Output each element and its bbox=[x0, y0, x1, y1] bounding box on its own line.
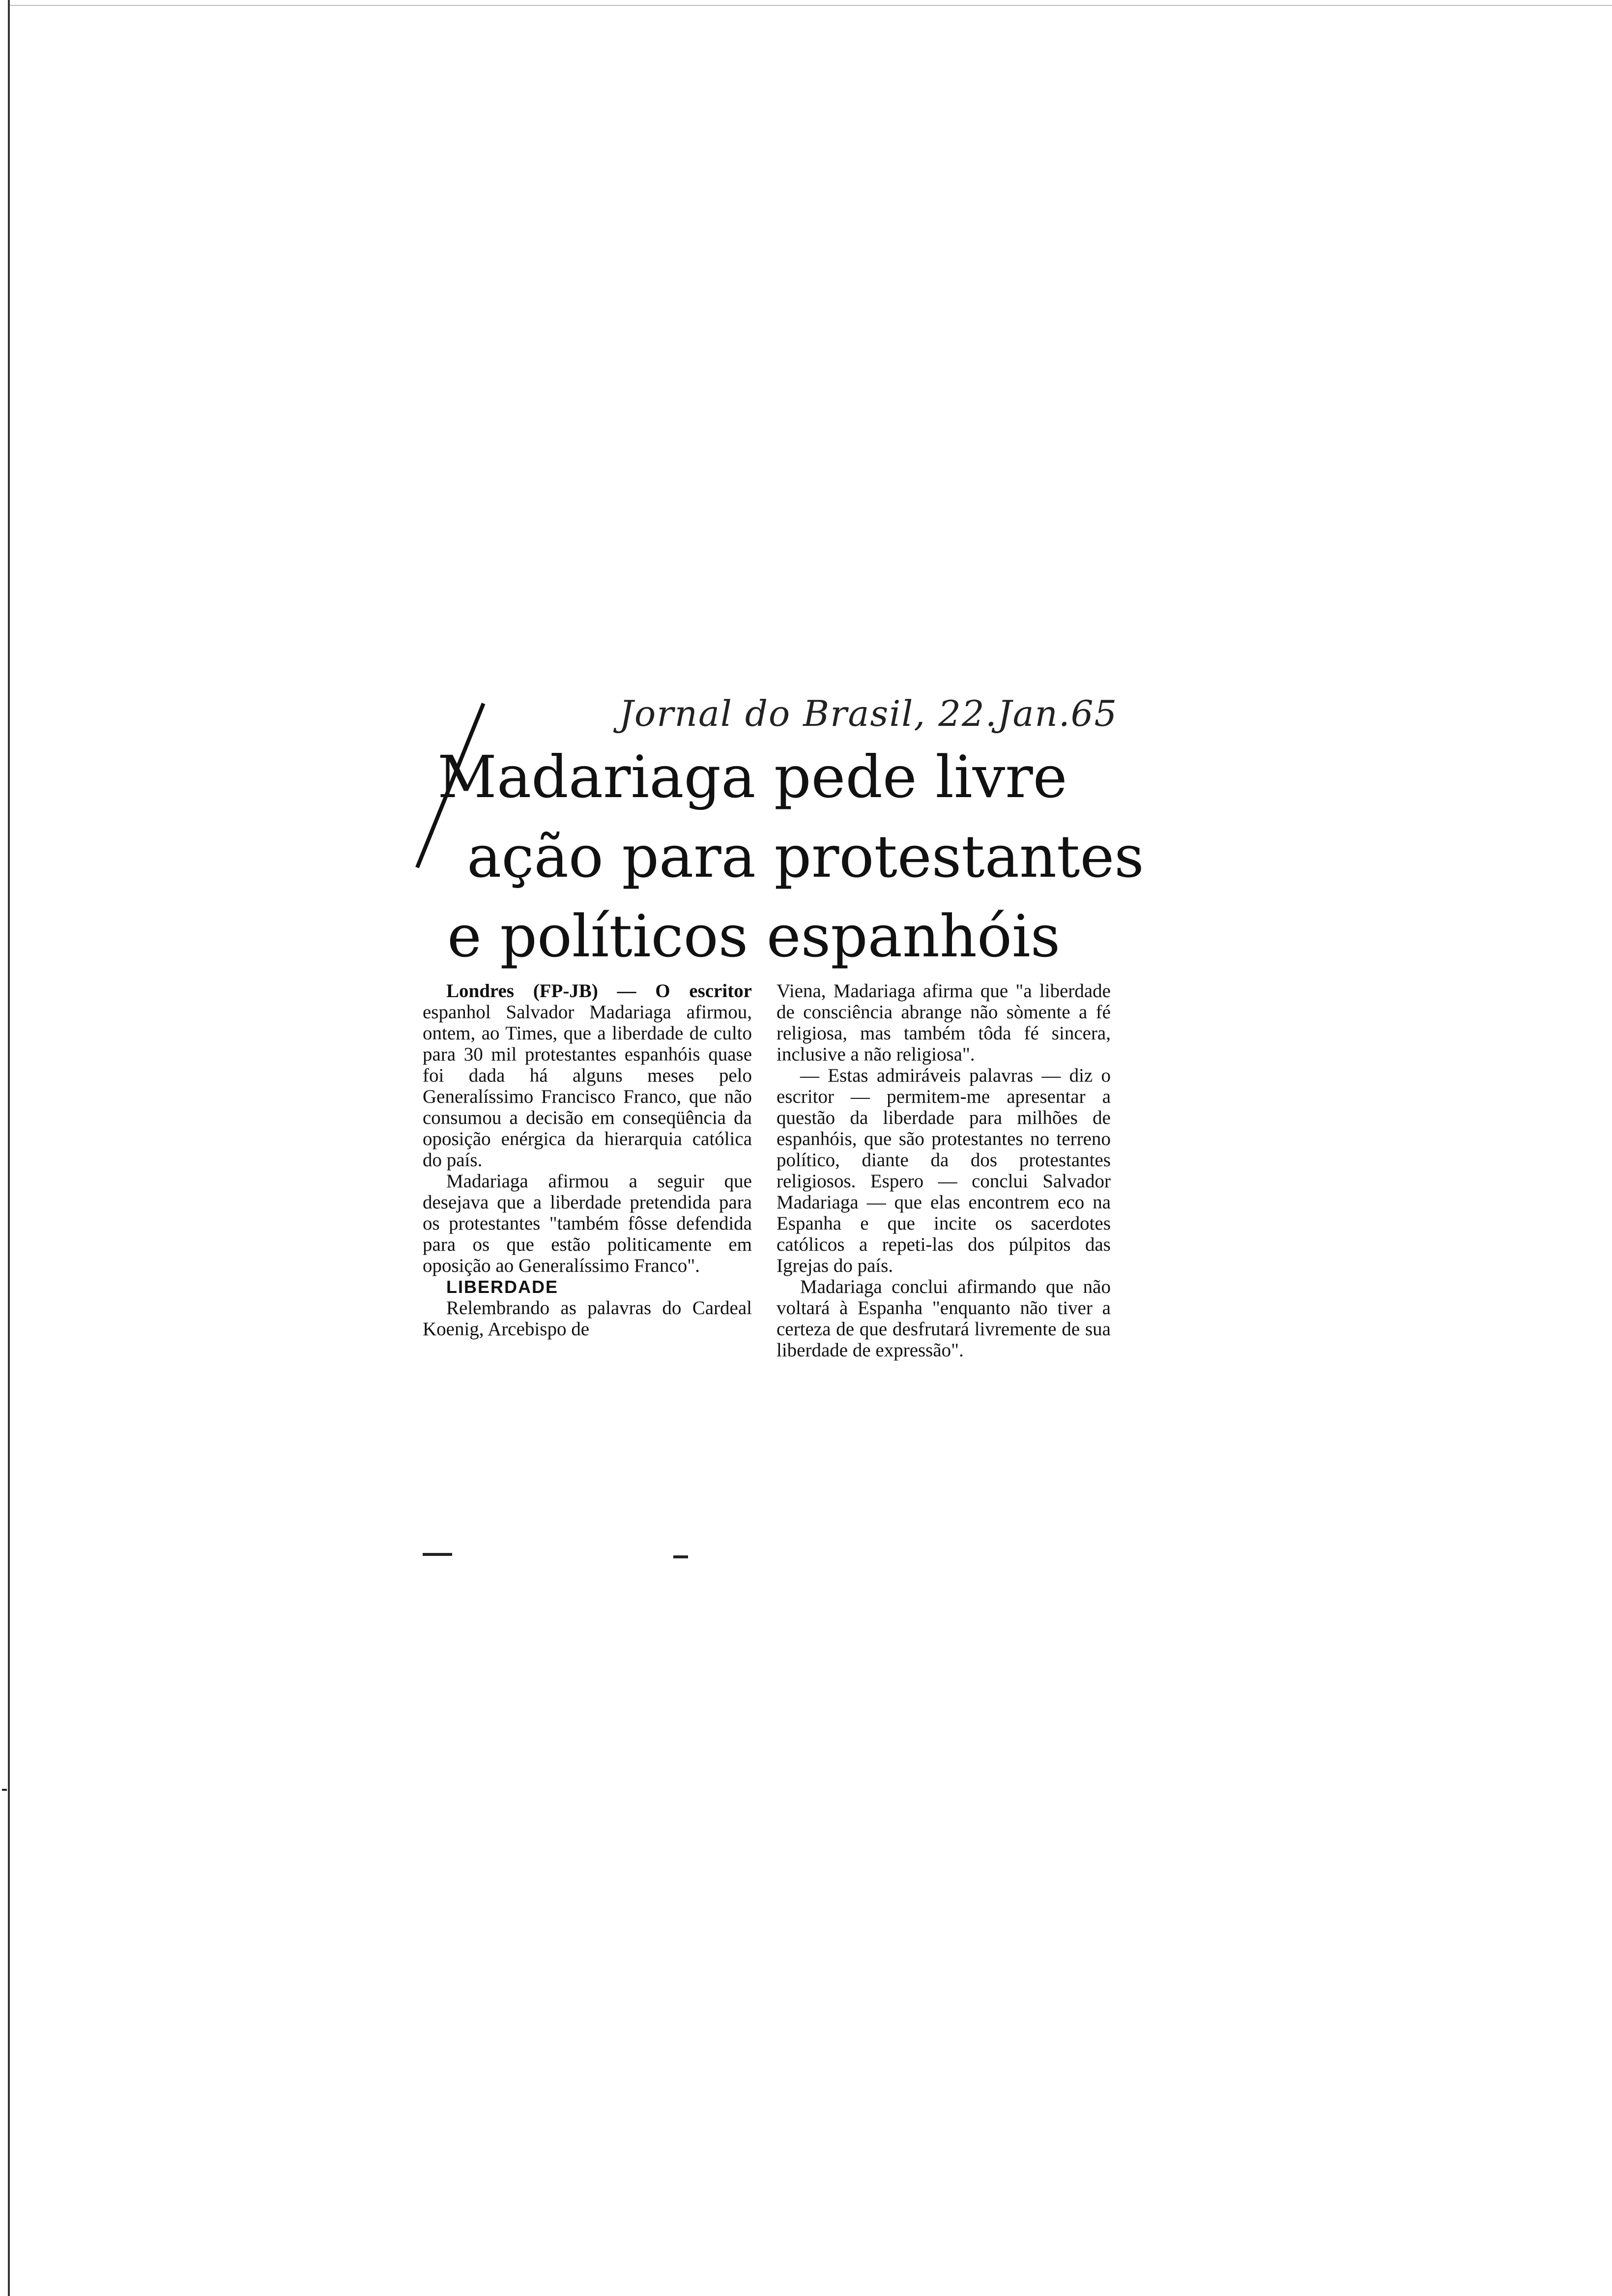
headline bbox=[428, 737, 1144, 976]
paragraph-6: Madariaga conclui afirmando que não voltará à Espanha "enquanto não tiver a certeza de que desfrutará livremente de sua liberdade de expressão". bbox=[777, 1276, 1111, 1361]
handwritten-source-note: Jornal do Brasil, 22.Jan.65 bbox=[619, 693, 1118, 734]
paragraph-1-body: espanhol Salvador Madariaga afirmou, ontem, ao Times, que a liberdade de culto para 30 mil protestantes espanhóis quase foi dada há alguns meses pelo Generalíssimo Francisco Franco, que não consumou a decisão em conseqüência da oposição enérgica da hierarquia católica do país. bbox=[423, 1002, 752, 1171]
dateline: Londres (FP-JB) — O escritor bbox=[446, 980, 752, 1002]
print-artifact bbox=[423, 1553, 452, 1556]
paragraph-1 bbox=[423, 980, 752, 1171]
newspaper-clipping bbox=[413, 673, 1150, 1587]
scan-edge-left bbox=[8, 0, 10, 2296]
paragraph-3: Relembrando as palavras do Cardeal Koenig, Arcebispo de bbox=[423, 1297, 752, 1340]
print-artifact bbox=[673, 1555, 688, 1558]
headline-line-3: e políticos espanhóis bbox=[447, 902, 1061, 970]
paragraph-5: — Estas admiráveis palavras — diz o escritor — permitem-me apresentar a questão da liberdade para milhões de espanhóis, que são protestantes no terreno político, diante da dos protestantes religiosos. Espero — conclui Salvador Madariaga — que elas encontrem eco na Espanha e que incite os sacerdotes católicos a repeti-las dos púlpitos das Igrejas do país. bbox=[777, 1065, 1111, 1276]
article-column-left bbox=[423, 980, 752, 1340]
headline-line-1: Madariaga pede livre bbox=[437, 743, 1067, 811]
scan-edge-top bbox=[10, 5, 1612, 6]
margin-mark bbox=[2, 1789, 7, 1791]
paragraph-2: Madariaga afirmou a seguir que desejava que a liberdade pretendida para os protestantes "também fôsse defendida para os que estão politicamente em oposição ao Generalíssimo Franco". bbox=[423, 1171, 752, 1276]
paragraph-4: Viena, Madariaga afirma que "a liberdade de consciência abrange não sòmente a fé religiosa, mas também tôda fé sincera, inclusive a não religiosa". bbox=[777, 980, 1111, 1065]
subheading: LIBERDADE bbox=[446, 1277, 559, 1297]
headline-line-2: ação para protestantes bbox=[467, 823, 1144, 890]
article-column-right bbox=[777, 980, 1111, 1361]
